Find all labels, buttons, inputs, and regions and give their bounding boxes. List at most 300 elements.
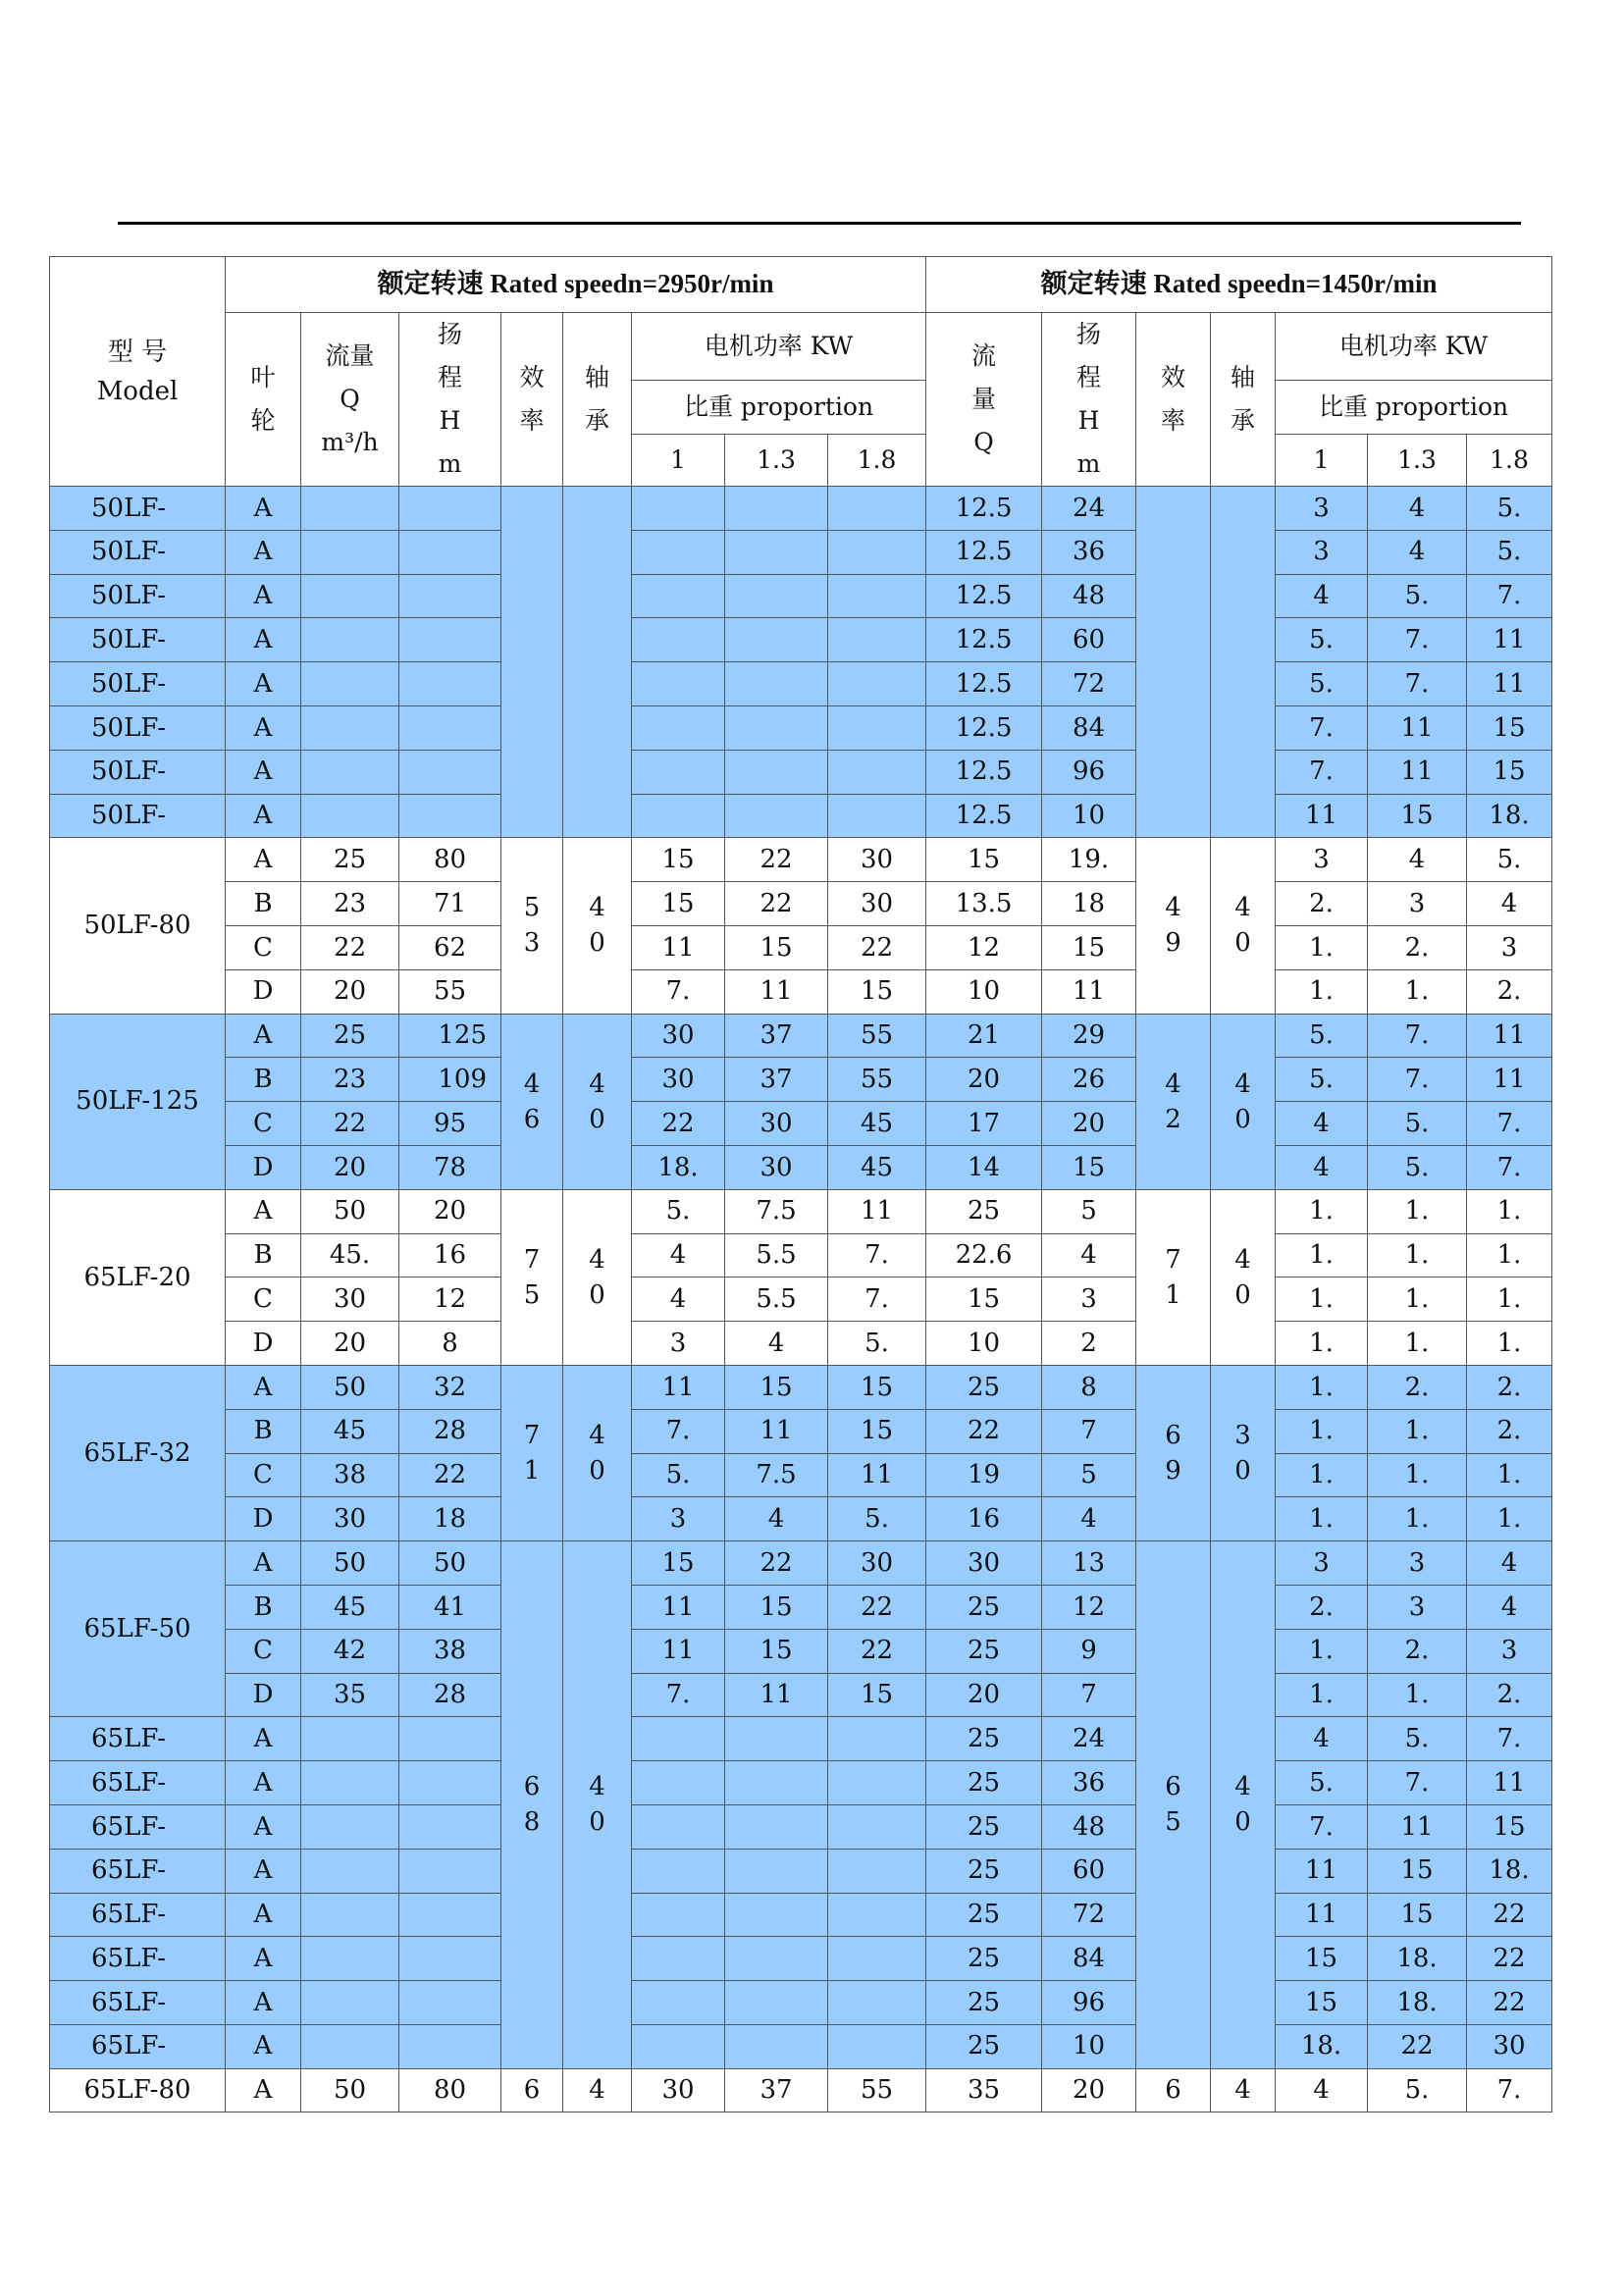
power-1450-1.3-cell: 5. <box>1368 2068 1467 2112</box>
bearing-2950-cell-digit: 4 <box>589 893 605 923</box>
head-2950-cell <box>399 750 501 794</box>
head-2950-cell: 95 <box>399 1102 501 1146</box>
power-1450-1.3-cell: 2. <box>1368 1629 1467 1673</box>
model-cell: 50LF- <box>50 487 226 531</box>
head-1450-cell: 96 <box>1042 750 1136 794</box>
head-2950-cell <box>399 1761 501 1805</box>
efficiency-1450-cell <box>1136 838 1211 1014</box>
head-2950-cell: 41 <box>399 1585 501 1629</box>
efficiency-1450-cell <box>1136 1541 1211 2069</box>
head-2950-cell <box>399 705 501 750</box>
power-2950-1.3-cell: 37 <box>725 1014 828 1058</box>
table-row <box>50 2024 1552 2068</box>
bearing-1450-cell-digit: 0 <box>1234 1456 1251 1487</box>
efficiency-2950-cell-digit: 3 <box>523 928 541 959</box>
efficiency-2950-cell-digit: 7 <box>523 1421 541 1451</box>
power-1450-1.3-cell: 1. <box>1368 969 1467 1014</box>
power-1450-1-cell: 1. <box>1276 969 1368 1014</box>
model-cell: 65LF- <box>50 2024 226 2068</box>
impeller-cell: C <box>226 1629 301 1673</box>
table-row <box>50 1145 1552 1189</box>
power-2950-1.3-cell: 4 <box>725 1322 828 1366</box>
pump-spec-table <box>49 256 1552 2112</box>
flow-2950-cell: 50 <box>301 1189 399 1233</box>
flow-2950-cell: 23 <box>301 1058 399 1102</box>
power-2950-1.8-cell: 11 <box>828 1453 926 1497</box>
efficiency-1450-cell <box>1136 1365 1211 1540</box>
power-2950-1.8-cell <box>828 1981 926 2025</box>
efficiency-1450-header: 效 率 <box>1136 313 1211 487</box>
power-2950-1.3-cell <box>725 1937 828 1981</box>
table-row <box>50 969 1552 1014</box>
power-2950-1-cell: 3 <box>632 1322 725 1366</box>
power-2950-1.8-cell <box>828 618 926 662</box>
table-row <box>50 1365 1552 1409</box>
prop-1450-1.8: 1.8 <box>1467 434 1552 486</box>
flow-2950-cell <box>301 487 399 531</box>
flow-2950-cell <box>301 705 399 750</box>
head-1450-cell: 72 <box>1042 662 1136 706</box>
flow-2950-cell: 50 <box>301 1365 399 1409</box>
flow-2950-cell <box>301 1849 399 1893</box>
power-1450-1.8-cell: 11 <box>1467 662 1552 706</box>
head-2950-cell <box>399 1717 501 1761</box>
table-row <box>50 750 1552 794</box>
flow-1450-cell: 21 <box>926 1014 1042 1058</box>
power-1450-1-cell: 1. <box>1276 1409 1368 1453</box>
power-1450-1.3-cell: 1. <box>1368 1233 1467 1278</box>
head-2950-cell: 12 <box>399 1278 501 1322</box>
power-1450-1.3-cell: 18. <box>1368 1937 1467 1981</box>
power-2950-1.8-cell: 22 <box>828 1629 926 1673</box>
power-2950-1.8-cell <box>828 794 926 838</box>
table-row <box>50 1761 1552 1805</box>
head-2950-cell: 55 <box>399 969 501 1014</box>
head-1450-cell: 5 <box>1042 1453 1136 1497</box>
impeller-cell: A <box>226 1981 301 2025</box>
power-1450-1-cell: 18. <box>1276 2024 1368 2068</box>
impeller-cell: D <box>226 1497 301 1541</box>
power-2950-1.3-cell: 15 <box>725 1365 828 1409</box>
power-2950-1.3-cell <box>725 794 828 838</box>
efficiency-1450-cell-digit: 4 <box>1165 893 1181 923</box>
flow-1450-cell: 25 <box>926 1937 1042 1981</box>
power-1450-1.8-cell: 1. <box>1467 1322 1552 1366</box>
head-2950-cell: 78 <box>399 1145 501 1189</box>
head-2950-cell: 109 <box>399 1058 501 1102</box>
power-1450-1.3-cell: 11 <box>1368 750 1467 794</box>
head-1450-cell: 24 <box>1042 1717 1136 1761</box>
power-2950-1.8-cell <box>828 1804 926 1849</box>
head-2950-cell: 80 <box>399 838 501 882</box>
efficiency-1450-cell <box>1136 487 1211 838</box>
head-1450-cell: 29 <box>1042 1014 1136 1058</box>
head-1450-cell: 5 <box>1042 1189 1136 1233</box>
efficiency-2950-cell <box>501 838 563 1014</box>
flow-1450-cell: 15 <box>926 1278 1042 1322</box>
head-2950-cell: 16 <box>399 1233 501 1278</box>
power-1450-1-cell: 1. <box>1276 1278 1368 1322</box>
power-2950-1.8-cell: 15 <box>828 1673 926 1717</box>
power-1450-1.8-cell: 4 <box>1467 1541 1552 1586</box>
impeller-cell: D <box>226 1322 301 1366</box>
table-row <box>50 1585 1552 1629</box>
power-1450-1.8-cell: 11 <box>1467 618 1552 662</box>
flow-1450-cell: 25 <box>926 1717 1042 1761</box>
power-2950-1.3-cell <box>725 705 828 750</box>
flow-2950-cell: 45 <box>301 1585 399 1629</box>
head-1450-cell: 13 <box>1042 1541 1136 1586</box>
efficiency-1450-cell-digit: 9 <box>1165 928 1181 959</box>
flow-1450-cell: 25 <box>926 1804 1042 1849</box>
head-1450-cell: 60 <box>1042 618 1136 662</box>
power-2950-1.8-cell <box>828 1761 926 1805</box>
speed-1450-header: 额定转速 Rated speedn=1450r/min <box>926 257 1552 313</box>
table-row <box>50 618 1552 662</box>
model-cell: 50LF- <box>50 750 226 794</box>
power-1450-1-cell: 11 <box>1276 1849 1368 1893</box>
flow-1450-cell: 25 <box>926 2024 1042 2068</box>
bearing-1450-cell-digit: 4 <box>1234 1244 1251 1275</box>
power-1450-1-cell: 1. <box>1276 1233 1368 1278</box>
table-row <box>50 1409 1552 1453</box>
flow-2950-cell: 38 <box>301 1453 399 1497</box>
power-2950-1.3-cell <box>725 530 828 574</box>
power-1450-1.3-cell: 2. <box>1368 925 1467 969</box>
power-1450-1-cell: 1. <box>1276 1497 1368 1541</box>
power-2950-1.8-cell <box>828 2024 926 2068</box>
head-1450-header: 扬 程 H m <box>1042 313 1136 487</box>
bearing-2950-cell-digit: 0 <box>589 928 605 959</box>
flow-2950-cell: 50 <box>301 1541 399 1586</box>
model-header-cn: 型 号 <box>107 337 168 367</box>
header-rule <box>118 222 1521 225</box>
head-2950-cell: 71 <box>399 882 501 926</box>
flow-2950-cell <box>301 530 399 574</box>
power-2950-1-cell: 5. <box>632 1189 725 1233</box>
head-2950-cell <box>399 618 501 662</box>
head-1450-cell: 7 <box>1042 1409 1136 1453</box>
flow-1450-cell: 15 <box>926 838 1042 882</box>
bearing-2950-cell <box>563 1189 632 1365</box>
bearing-1450-cell-digit: 4 <box>1234 1069 1251 1099</box>
impeller-cell: B <box>226 882 301 926</box>
power-1450-1.3-cell: 3 <box>1368 882 1467 926</box>
power-2950-1-cell: 30 <box>632 2068 725 2112</box>
bearing-1450-cell-digit: 4 <box>1234 893 1251 923</box>
bearing-2950-cell <box>563 838 632 1014</box>
table-row <box>50 1717 1552 1761</box>
impeller-cell: B <box>226 1409 301 1453</box>
efficiency-1450-cell <box>1136 1189 1211 1365</box>
power-1450-1.8-cell: 4 <box>1467 882 1552 926</box>
power-2950-1-cell: 5. <box>632 1453 725 1497</box>
head-1450-cell: 15 <box>1042 1145 1136 1189</box>
power-1450-1.3-cell: 7. <box>1368 1014 1467 1058</box>
head-1450-cell: 12 <box>1042 1585 1136 1629</box>
flow-2950-cell <box>301 1981 399 2025</box>
flow-1450-cell: 30 <box>926 1541 1042 1586</box>
table-row <box>50 1102 1552 1146</box>
power-2950-1.8-cell <box>828 1937 926 1981</box>
head-1450-cell: 7 <box>1042 1673 1136 1717</box>
table-row <box>50 1058 1552 1102</box>
power-2950-1.8-cell <box>828 662 926 706</box>
flow-1450-cell: 16 <box>926 1497 1042 1541</box>
speed-2950-header: 额定转速 Rated speedn=2950r/min <box>226 257 926 313</box>
head-2950-cell <box>399 1893 501 1937</box>
power-2950-1.3-cell: 7.5 <box>725 1453 828 1497</box>
power-2950-1.3-cell: 15 <box>725 925 828 969</box>
power-2950-1-cell <box>632 618 725 662</box>
flow-1450-cell: 25 <box>926 1849 1042 1893</box>
power-2950-1.3-cell <box>725 618 828 662</box>
power-1450-1-cell: 11 <box>1276 794 1368 838</box>
head-2950-cell: 22 <box>399 1453 501 1497</box>
prop-2950-1: 1 <box>632 434 725 486</box>
table-row <box>50 487 1552 531</box>
flow-2950-cell: 20 <box>301 1145 399 1189</box>
head-2950-cell <box>399 1981 501 2025</box>
flow-1450-cell: 25 <box>926 1629 1042 1673</box>
power-1450-1.3-cell: 5. <box>1368 1145 1467 1189</box>
power-1450-1.8-cell: 7. <box>1467 574 1552 618</box>
flow-2950-cell: 20 <box>301 969 399 1014</box>
efficiency-2950-cell <box>501 487 563 838</box>
power-2950-1.8-cell: 22 <box>828 925 926 969</box>
head-1450-cell: 20 <box>1042 1102 1136 1146</box>
bearing-1450-cell: 4 <box>1211 2068 1276 2112</box>
flow-2950-cell: 30 <box>301 1497 399 1541</box>
head-2950-cell: 20 <box>399 1189 501 1233</box>
power-1450-1-cell: 3 <box>1276 838 1368 882</box>
table-row <box>50 925 1552 969</box>
efficiency-2950-cell <box>501 1365 563 1540</box>
power-1450-1-cell: 7. <box>1276 750 1368 794</box>
head-1450-cell: 24 <box>1042 487 1136 531</box>
power-2950-1.8-cell: 55 <box>828 1058 926 1102</box>
table-row <box>50 705 1552 750</box>
power-1450-1.3-cell: 4 <box>1368 838 1467 882</box>
head-1450-cell: 3 <box>1042 1278 1136 1322</box>
power-2950-1.8-cell: 11 <box>828 1189 926 1233</box>
flow-1450-cell: 25 <box>926 1981 1042 2025</box>
head-1450-cell: 4 <box>1042 1497 1136 1541</box>
flow-2950-cell: 25 <box>301 1014 399 1058</box>
power-2950-1.8-cell: 15 <box>828 969 926 1014</box>
flow-1450-cell: 25 <box>926 1585 1042 1629</box>
power-1450-1.8-cell: 1. <box>1467 1189 1552 1233</box>
power-2950-1-cell <box>632 705 725 750</box>
model-cell: 50LF- <box>50 794 226 838</box>
power-1450-1.3-cell: 1. <box>1368 1409 1467 1453</box>
model-cell: 50LF- <box>50 618 226 662</box>
head-1450-cell: 72 <box>1042 1893 1136 1937</box>
bearing-2950-cell-digit: 4 <box>589 1421 605 1451</box>
power-1450-1.8-cell: 7. <box>1467 1102 1552 1146</box>
power-1450-1.3-cell: 15 <box>1368 794 1467 838</box>
power-1450-1.3-cell: 3 <box>1368 1585 1467 1629</box>
table-row <box>50 838 1552 882</box>
power-1450-1-cell: 4 <box>1276 2068 1368 2112</box>
power-1450-1.3-cell: 1. <box>1368 1453 1467 1497</box>
flow-1450-cell: 10 <box>926 969 1042 1014</box>
head-1450-cell: 18 <box>1042 882 1136 926</box>
bearing-1450-cell <box>1211 838 1276 1014</box>
head-1450-cell: 26 <box>1042 1058 1136 1102</box>
bearing-2950-cell-digit: 0 <box>589 1279 605 1310</box>
flow-2950-cell <box>301 1761 399 1805</box>
efficiency-2950-cell-digit: 6 <box>523 1104 541 1134</box>
power-1450-1.8-cell: 7. <box>1467 1717 1552 1761</box>
impeller-cell: A <box>226 838 301 882</box>
bearing-2950-header: 轴 承 <box>563 313 632 487</box>
power-1450-1.3-cell: 1. <box>1368 1673 1467 1717</box>
flow-2950-cell: 22 <box>301 1102 399 1146</box>
power-1450-1.3-cell: 15 <box>1368 1893 1467 1937</box>
power-1450-1-cell: 1. <box>1276 1629 1368 1673</box>
power-2950-1-cell: 18. <box>632 1145 725 1189</box>
bearing-2950-cell: 4 <box>563 2068 632 2112</box>
head-1450-cell: 84 <box>1042 705 1136 750</box>
impeller-cell: A <box>226 1937 301 1981</box>
power-2950-1-cell <box>632 794 725 838</box>
table-row <box>50 1541 1552 1586</box>
head-1450-cell: 96 <box>1042 1981 1136 2025</box>
table-row <box>50 1673 1552 1717</box>
model-cell: 65LF- <box>50 1804 226 1849</box>
power-2950-1.3-cell: 15 <box>725 1629 828 1673</box>
power-2950-1.3-cell: 11 <box>725 1673 828 1717</box>
impeller-cell: A <box>226 2068 301 2112</box>
table-row <box>50 1849 1552 1893</box>
bearing-2950-cell-digit: 4 <box>589 1244 605 1275</box>
model-cell: 50LF- <box>50 530 226 574</box>
table-row <box>50 662 1552 706</box>
head-2950-cell <box>399 487 501 531</box>
power-2950-1-cell: 11 <box>632 1585 725 1629</box>
power-2950-1-cell: 3 <box>632 1497 725 1541</box>
power-1450-1.3-cell: 5. <box>1368 1102 1467 1146</box>
head-2950-cell: 28 <box>399 1673 501 1717</box>
impeller-cell: A <box>226 1541 301 1586</box>
table-row <box>50 1981 1552 2025</box>
power-1450-1.3-cell: 4 <box>1368 530 1467 574</box>
flow-2950-cell: 42 <box>301 1629 399 1673</box>
power-1450-1.8-cell: 2. <box>1467 969 1552 1014</box>
impeller-cell: A <box>226 1717 301 1761</box>
flow-2950-cell <box>301 1804 399 1849</box>
flow-1450-cell: 12.5 <box>926 574 1042 618</box>
power-2950-1.8-cell: 30 <box>828 1541 926 1586</box>
motor-power-1450-header: 电机功率 KW <box>1276 313 1552 381</box>
head-1450-cell: 2 <box>1042 1322 1136 1366</box>
impeller-cell: A <box>226 1893 301 1937</box>
power-1450-1.8-cell: 5. <box>1467 838 1552 882</box>
power-2950-1-cell: 7. <box>632 1673 725 1717</box>
power-1450-1-cell: 2. <box>1276 882 1368 926</box>
head-1450-cell: 9 <box>1042 1629 1136 1673</box>
power-2950-1.3-cell <box>725 574 828 618</box>
head-1450-cell: 4 <box>1042 1233 1136 1278</box>
power-2950-1.8-cell: 15 <box>828 1409 926 1453</box>
efficiency-2950-cell-digit: 5 <box>523 1279 541 1310</box>
efficiency-2950-cell-digit: 7 <box>523 1244 541 1275</box>
model-cell: 65LF- <box>50 1849 226 1893</box>
power-2950-1-cell: 4 <box>632 1233 725 1278</box>
flow-2950-cell: 35 <box>301 1673 399 1717</box>
motor-power-2950-header: 电机功率 KW <box>632 313 926 381</box>
table-row <box>50 1322 1552 1366</box>
impeller-cell: B <box>226 1585 301 1629</box>
model-cell: 65LF- <box>50 1761 226 1805</box>
power-1450-1.8-cell: 15 <box>1467 1804 1552 1849</box>
power-2950-1-cell: 7. <box>632 1409 725 1453</box>
flow-1450-cell: 12.5 <box>926 662 1042 706</box>
power-2950-1.8-cell <box>828 750 926 794</box>
efficiency-2950-cell <box>501 1541 563 2069</box>
head-1450-cell: 84 <box>1042 1937 1136 1981</box>
power-1450-1-cell: 1. <box>1276 1453 1368 1497</box>
bearing-1450-cell-digit: 4 <box>1234 1772 1251 1802</box>
bearing-2950-cell <box>563 487 632 838</box>
power-1450-1-cell: 1. <box>1276 1365 1368 1409</box>
head-1450-cell: 10 <box>1042 794 1136 838</box>
impeller-cell: A <box>226 1365 301 1409</box>
flow-2950-cell: 20 <box>301 1322 399 1366</box>
power-1450-1.3-cell: 7. <box>1368 662 1467 706</box>
power-1450-1-cell: 5. <box>1276 1761 1368 1805</box>
power-1450-1.8-cell: 1. <box>1467 1453 1552 1497</box>
power-2950-1.3-cell <box>725 1804 828 1849</box>
head-2950-cell <box>399 662 501 706</box>
head-2950-cell: 125 <box>399 1014 501 1058</box>
bearing-1450-cell <box>1211 1365 1276 1540</box>
bearing-1450-cell <box>1211 487 1276 838</box>
power-2950-1-cell <box>632 1893 725 1937</box>
power-2950-1-cell <box>632 1937 725 1981</box>
table-row <box>50 1278 1552 1322</box>
power-1450-1.8-cell: 30 <box>1467 2024 1552 2068</box>
flow-2950-cell: 23 <box>301 882 399 926</box>
flow-2950-cell: 30 <box>301 1278 399 1322</box>
power-2950-1.3-cell: 30 <box>725 1145 828 1189</box>
head-1450-cell: 60 <box>1042 1849 1136 1893</box>
power-1450-1.8-cell: 1. <box>1467 1278 1552 1322</box>
power-1450-1.8-cell: 18. <box>1467 794 1552 838</box>
impeller-cell: D <box>226 1673 301 1717</box>
power-1450-1.3-cell: 7. <box>1368 618 1467 662</box>
efficiency-2950-cell-digit: 6 <box>523 1772 541 1802</box>
model-cell: 50LF- <box>50 574 226 618</box>
power-1450-1-cell: 7. <box>1276 705 1368 750</box>
efficiency-2950-cell-digit: 5 <box>523 893 541 923</box>
power-1450-1.8-cell: 2. <box>1467 1409 1552 1453</box>
head-1450-cell: 36 <box>1042 1761 1136 1805</box>
head-1450-cell: 15 <box>1042 925 1136 969</box>
bearing-1450-header: 轴 承 <box>1211 313 1276 487</box>
power-1450-1-cell: 4 <box>1276 574 1368 618</box>
flow-1450-cell: 22 <box>926 1409 1042 1453</box>
head-1450-cell: 11 <box>1042 969 1136 1014</box>
power-2950-1.3-cell <box>725 2024 828 2068</box>
model-cell: 50LF- <box>50 705 226 750</box>
power-1450-1.3-cell: 18. <box>1368 1981 1467 2025</box>
power-2950-1-cell: 15 <box>632 838 725 882</box>
flow-2950-header: 流量 Q m³/h <box>301 313 399 487</box>
power-1450-1.8-cell: 11 <box>1467 1014 1552 1058</box>
model-cell: 65LF-20 <box>50 1189 226 1365</box>
